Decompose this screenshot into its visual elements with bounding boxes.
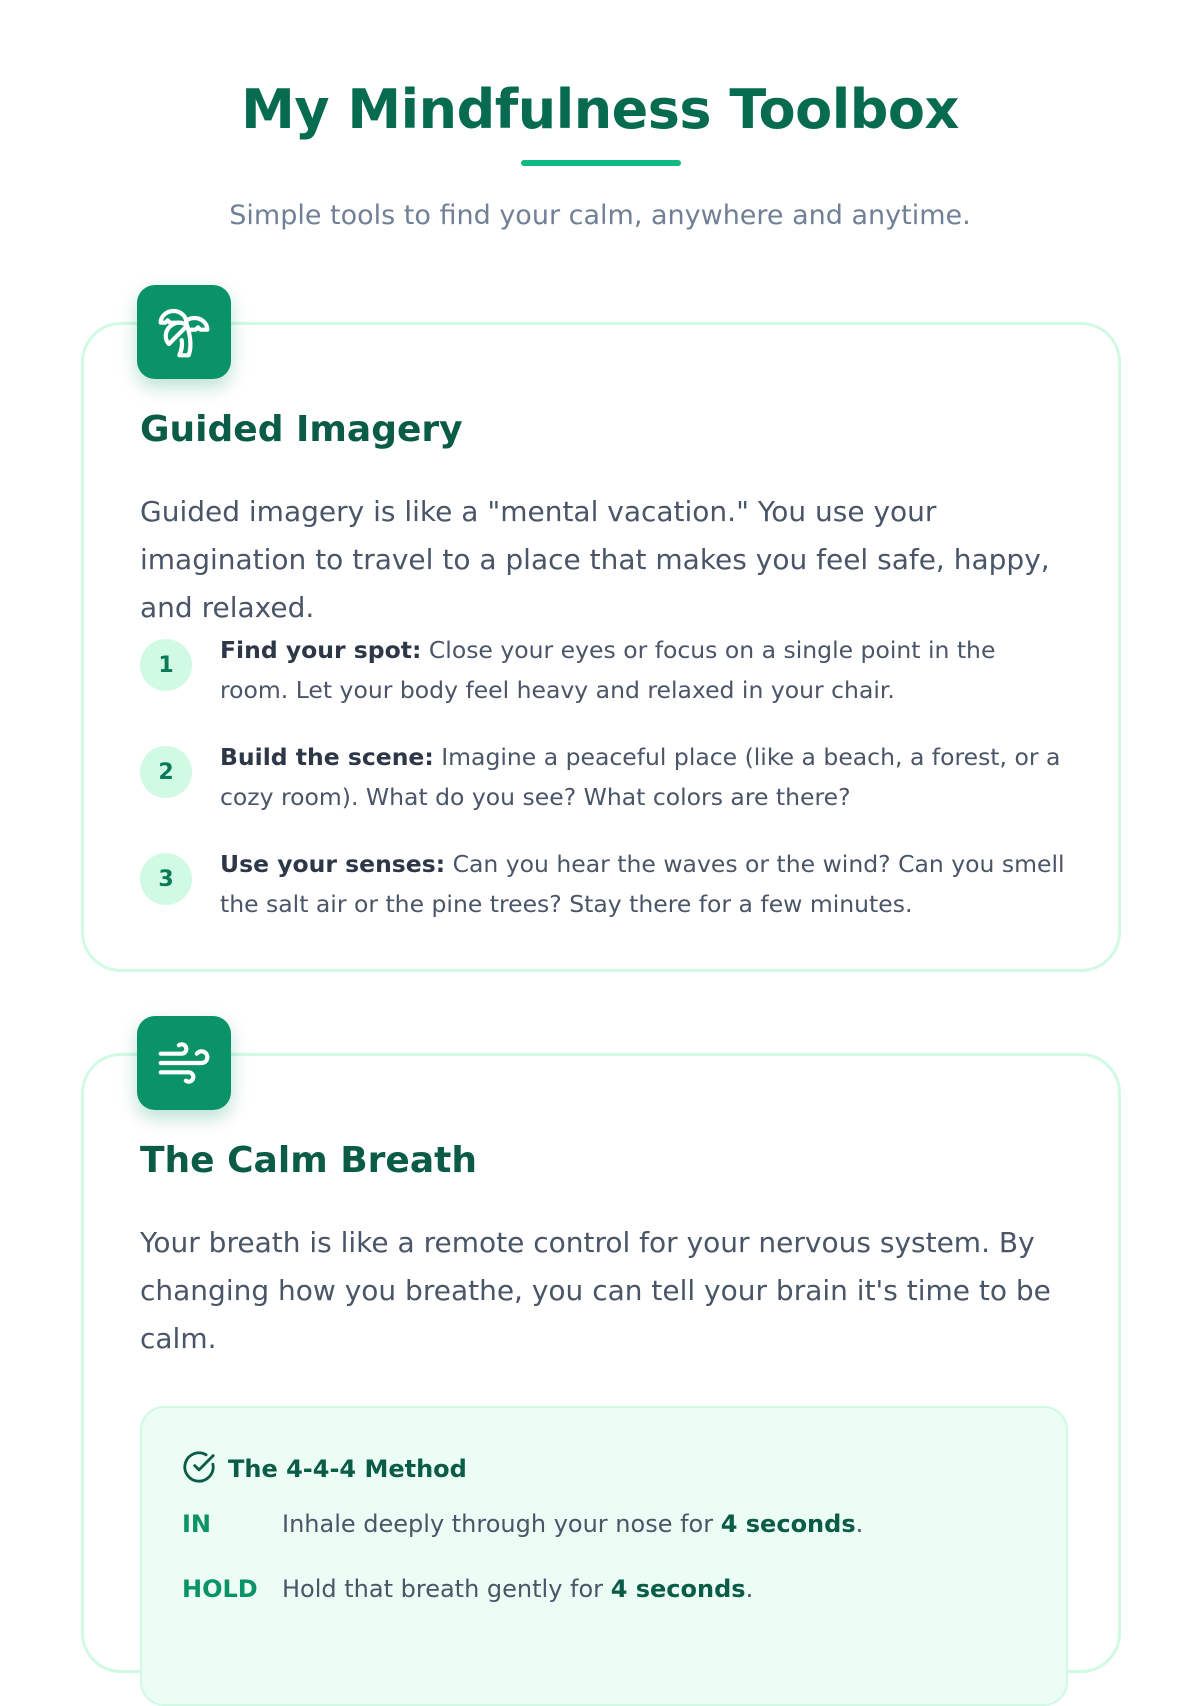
step-number: 3 [140,853,192,905]
title-underline [521,160,681,166]
step-number: 2 [140,746,192,798]
method-row-emphasis: 4 seconds [720,1510,856,1538]
step-item [140,844,1070,951]
step-body: Can you hear the waves or the wind? Can you smell the salt air or the pine trees? Stay there for a few minutes. [220,850,1065,918]
step-item [140,737,1070,844]
palm-tree-icon [137,285,231,379]
step-text [220,630,1070,710]
wind-icon [137,1016,231,1110]
step-item [140,630,1070,737]
step-text [220,737,1070,817]
method-row-body: Hold that breath gently for [282,1575,611,1603]
step-label: Find your spot: [220,636,422,664]
card-description: Guided imagery is like a "mental vacation." You use your imagination to travel to a place that makes you feel safe, happy, and relaxed. [140,495,1050,624]
step-number: 1 [140,639,192,691]
method-row-hold [182,1575,753,1603]
step-body: Close your eyes or focus on a single point in the room. Let your body feel heavy and relaxed in your chair. [220,636,996,704]
check-circle-icon [182,1450,216,1488]
method-title: The 4-4-4 Method [228,1455,467,1483]
calm-breath-card [81,1053,1121,1673]
step-body: Imagine a peaceful place (like a beach, a forest, or a cozy room). What do you see? What colors are there? [220,743,1061,811]
card-title: Guided Imagery [140,409,463,450]
method-box [140,1406,1068,1706]
page-title: My Mindfulness Toolbox [241,78,959,141]
guided-imagery-card [81,322,1121,972]
method-row-emphasis: 4 seconds [610,1575,746,1603]
method-header [182,1450,467,1488]
method-row-end: . [745,1575,754,1603]
step-text [220,844,1070,924]
card-title: The Calm Breath [140,1140,477,1181]
method-row-label: HOLD [182,1575,258,1603]
step-label: Use your senses: [220,850,446,878]
method-row-end: . [855,1510,864,1538]
page-subtitle: Simple tools to find your calm, anywhere and anytime. [229,200,971,231]
method-row-in [182,1510,863,1538]
step-label: Build the scene: [220,743,434,771]
method-row-text [282,1510,863,1538]
method-row-label: IN [182,1510,212,1538]
card-description: Your breath is like a remote control for your nervous system. By changing how you breathe, you can tell your brain it's time to be calm. [140,1226,1051,1355]
steps-list [140,630,1070,951]
method-row-text [282,1575,753,1603]
method-row-body: Inhale deeply through your nose for [282,1510,721,1538]
